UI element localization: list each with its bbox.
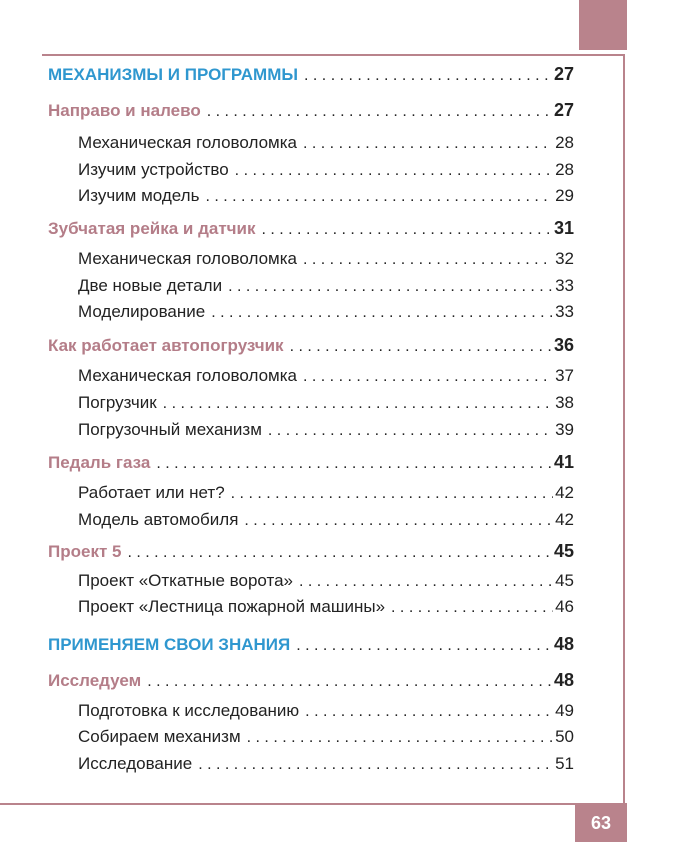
toc-entry-page: 29 [555,186,574,205]
toc-entry-title: Погрузчик [78,393,157,412]
toc-item[interactable] [78,393,574,417]
toc-entry-page: 51 [555,754,574,773]
toc-item[interactable] [78,133,574,157]
toc-entry-page: 39 [555,420,574,439]
toc-chapter[interactable] [48,670,574,694]
toc-entry-page: 50 [555,727,574,746]
toc-entry-page: 42 [555,510,574,529]
toc-entry-page: 38 [555,393,574,412]
toc-entry-title: Изучим модель [78,186,200,205]
toc-item[interactable] [78,186,574,210]
toc-chapter[interactable] [48,541,574,565]
toc-entry-page: 33 [555,302,574,321]
toc-entry-title: Механическая головоломка [78,133,297,152]
toc-entry-page: 49 [555,701,574,720]
dot-leader [303,135,553,153]
toc-chapter[interactable] [48,452,574,476]
toc-entry-title: Механическая головоломка [78,249,297,268]
toc-entry-page: 48 [553,670,574,690]
dot-leader [207,103,552,121]
toc-entry-title: Модель автомобиля [78,510,239,529]
dot-leader [303,251,553,269]
toc-entry-page: 27 [553,64,574,84]
toc-item[interactable] [78,754,574,778]
corner-tab [579,0,627,50]
toc-item[interactable] [78,701,574,725]
toc-chapter[interactable] [48,100,574,124]
dot-leader [299,573,553,591]
toc-entry-title: Две новые детали [78,276,223,295]
dot-leader [290,338,552,356]
toc-entry-page: 28 [555,160,574,179]
toc-entry-title: Работает или нет? [78,483,225,502]
toc-entry-page: 32 [555,249,574,268]
toc-entry-page: 33 [555,276,574,295]
toc-item[interactable] [78,366,574,390]
toc-entry-title: Проект «Лестница пожарной машины» [78,597,386,616]
toc-item[interactable] [78,597,574,621]
toc-entry-title: Изучим устройство [78,160,229,179]
toc-item[interactable] [78,571,574,595]
dot-leader [127,544,552,562]
toc-entry-page: 31 [553,218,574,238]
toc-entry-page: 37 [555,366,574,385]
frame-bottom-rule [0,803,627,805]
toc-entry-title: Проект «Откатные ворота» [78,571,293,590]
dot-leader [156,455,552,473]
toc-entry-title: Собираем механизм [78,727,241,746]
toc-entry-page: 41 [553,452,574,472]
dot-leader [268,422,553,440]
dot-leader [305,703,553,721]
toc-entry-page: 28 [555,133,574,152]
toc-chapter[interactable] [48,218,574,242]
toc-entry-title: Исследуем [48,671,142,690]
toc-entry-title: Механическая головоломка [78,366,297,385]
toc-entry-title: Погрузочный механизм [78,420,262,439]
toc-item[interactable] [78,302,574,326]
toc-entry-title: Педаль газа [48,453,151,472]
toc-entry-page: 45 [555,571,574,590]
toc-entry-title: Направо и налево [48,101,201,120]
toc-entry-page: 36 [553,335,574,355]
toc-item[interactable] [78,510,574,534]
dot-leader [235,162,553,180]
toc-entry-page: 48 [553,634,574,654]
dot-leader [198,756,553,774]
toc-item[interactable] [78,276,574,300]
toc-entry-title: Зубчатая рейка и датчик [48,219,256,238]
dot-leader [304,67,552,85]
toc-item[interactable] [78,727,574,751]
dot-leader [231,485,553,503]
toc-entry-title: Проект 5 [48,542,122,561]
toc-entry-title: Исследование [78,754,193,773]
toc-chapter[interactable] [48,335,574,359]
toc-item[interactable] [78,420,574,444]
dot-leader [247,729,553,747]
dot-leader [261,221,551,239]
dot-leader [211,304,553,322]
toc-entry-page: 46 [555,597,574,616]
toc-entry-page: 42 [555,483,574,502]
dot-leader [303,368,553,386]
page-number: 63 [575,804,627,842]
toc-item[interactable] [78,160,574,184]
dot-leader [147,673,552,691]
toc-item[interactable] [78,483,574,507]
toc-entry-title: Как работает автопогрузчик [48,336,284,355]
toc-entry-title: Подготовка к исследованию [78,701,300,720]
dot-leader [244,512,553,530]
toc-entry-title: ПРИМЕНЯЕМ СВОИ ЗНАНИЯ [48,635,291,654]
toc-entry-page: 27 [553,100,574,120]
toc-entry-page: 45 [553,541,574,561]
toc-section[interactable] [48,64,574,88]
toc-entry-title: Моделирование [78,302,206,321]
dot-leader [228,278,553,296]
toc-entry-title: МЕХАНИЗМЫ И ПРОГРАММЫ [48,65,299,84]
dot-leader [205,188,553,206]
dot-leader [391,599,553,617]
toc-item[interactable] [78,249,574,273]
toc-section[interactable] [48,634,574,658]
dot-leader [296,637,552,655]
dot-leader [163,395,553,413]
